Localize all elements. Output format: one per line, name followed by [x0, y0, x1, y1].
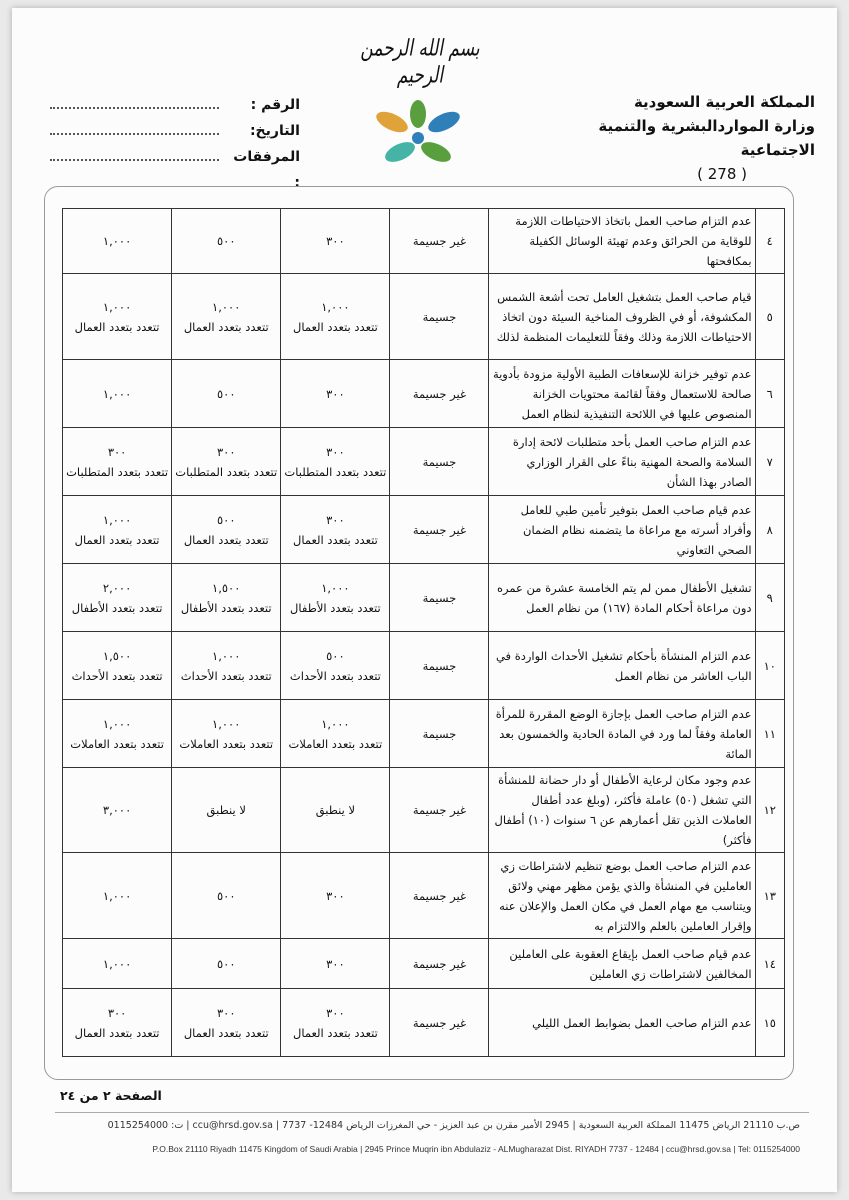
- table-row: [63, 989, 785, 1057]
- penalty-3: [63, 209, 172, 274]
- basmala-calligraphy: بسم الله الرحمن الرحيم: [360, 35, 480, 89]
- ref-label: الرقم :: [250, 97, 300, 113]
- penalty-amount: ١,٥٠٠: [102, 648, 132, 663]
- penalty-3: [63, 428, 172, 496]
- penalty-1: [281, 939, 390, 989]
- row-number: ١١: [755, 700, 784, 768]
- penalty-note: تتعدد بتعدد العمال: [183, 1025, 269, 1040]
- row-number: ١٥: [755, 989, 784, 1057]
- penalty-1: [281, 274, 390, 360]
- page-number: الصفحة ٢ من ٢٤: [60, 1088, 162, 1103]
- violation-description: عدم توفير خزانة للإسعافات الطبية الأولية مزودة بأدوية صالحة للاستعمال وفقاً لقائمة محتويات الخزانة المنصوص عليها في اللائحة التنفيذية لنظام العمل: [489, 360, 755, 428]
- penalty-2: [172, 700, 281, 768]
- penalty-amount: ١,٠٠٠: [102, 386, 132, 401]
- penalty-note: تتعدد بتعدد المتطلبات: [66, 464, 169, 479]
- penalty-note: تتعدد بتعدد العمال: [74, 532, 160, 547]
- penalty-amount: ٥٠٠: [216, 386, 236, 401]
- letterhead-right: [535, 90, 815, 186]
- penalty-note: تتعدد بتعدد العمال: [292, 319, 378, 334]
- penalty-note: تتعدد بتعدد الأحداث: [180, 668, 272, 683]
- row-number: ٩: [755, 564, 784, 632]
- table-row: [63, 496, 785, 564]
- table-row: [63, 274, 785, 360]
- penalty-3: [63, 853, 172, 939]
- penalty-2: [172, 989, 281, 1057]
- penalty-1: [281, 700, 390, 768]
- violation-type: غير جسيمة: [390, 360, 489, 428]
- violation-type: غير جسيمة: [390, 209, 489, 274]
- table-row: [63, 853, 785, 939]
- ministry-name: وزارة المواردالبشرية والتنمية الاجتماعية: [598, 117, 815, 159]
- row-number: ٦: [755, 360, 784, 428]
- date-row: [50, 118, 300, 144]
- penalty-amount: ١,٠٠٠: [102, 299, 132, 314]
- penalty-note: تتعدد بتعدد العمال: [183, 532, 269, 547]
- penalty-amount: ٣٠٠: [107, 444, 127, 459]
- penalty-note: تتعدد بتعدد العاملات: [70, 736, 164, 751]
- penalty-amount: ١,٠٠٠: [212, 299, 241, 314]
- letterhead-left: [50, 92, 300, 196]
- row-number: ١٤: [755, 939, 784, 989]
- penalty-amount: ٣,٠٠٠: [102, 803, 132, 817]
- ministry-logo-icon: [372, 100, 464, 172]
- violation-description: عدم التزام صاحب العمل بإجازة الوضع المقررة للمرأة العاملة وفقاً لما ورد في المادة الحادية والخمسون بعد المائة: [489, 700, 755, 768]
- penalty-amount: ٣٠٠: [326, 234, 345, 248]
- table-row: [63, 564, 785, 632]
- penalty-amount: ٥٠٠: [216, 956, 236, 971]
- penalty-amount: لا ينطبق: [315, 803, 356, 817]
- violation-type: غير جسيمة: [390, 853, 489, 939]
- penalty-note: تتعدد بتعدد المتطلبات: [284, 464, 387, 479]
- penalty-amount: ٣٠٠: [216, 1005, 236, 1020]
- document-number: ( 278 ): [697, 165, 747, 183]
- penalty-3: [63, 768, 172, 853]
- violation-description: تشغيل الأطفال ممن لم يتم الخامسة عشرة من عمره دون مراعاة أحكام المادة (١٦٧) من نظام العمل: [489, 564, 755, 632]
- penalty-3: [63, 564, 172, 632]
- penalty-note: تتعدد بتعدد العمال: [183, 319, 269, 334]
- penalty-note: تتعدد بتعدد العمال: [292, 532, 378, 547]
- violation-type: جسيمة: [390, 700, 489, 768]
- violation-description: عدم التزام صاحب العمل بضوابط العمل الليلي: [489, 989, 755, 1057]
- penalty-2: [172, 428, 281, 496]
- violations-table-body: [63, 209, 785, 1057]
- violation-type: غير جسيمة: [390, 768, 489, 853]
- violation-description: عدم التزام صاحب العمل باتخاذ الاحتياطات اللازمة للوقاية من الحرائق وعدم تهيئة الوسائل الكفيلة بمكافحتها: [489, 209, 755, 274]
- violation-type: جسيمة: [390, 632, 489, 700]
- penalty-amount: ٣٠٠: [216, 444, 236, 459]
- penalty-amount: ٢,٠٠٠: [102, 580, 132, 595]
- violation-type: غير جسيمة: [390, 496, 489, 564]
- penalty-1: [281, 496, 390, 564]
- violation-description: عدم التزام صاحب العمل بوضع تنظيم لاشتراطات زي العاملين في المنشأة والذي يؤمن مظهر مهني ولائق ويتناسب مع مهام العمل في مكان العمل والإعلان عنه وإقرار العاملين بالعلم والالتزام به: [489, 853, 755, 939]
- penalty-1: [281, 360, 390, 428]
- penalty-3: [63, 496, 172, 564]
- table-row: [63, 939, 785, 989]
- penalty-amount: ١,٠٠٠: [102, 888, 132, 903]
- penalty-3: [63, 700, 172, 768]
- date-label: التاريخ:: [249, 123, 300, 139]
- penalty-note: تتعدد بتعدد الأحداث: [289, 668, 381, 683]
- penalty-amount: ٣٠٠: [326, 386, 345, 401]
- penalty-2: [172, 360, 281, 428]
- table-row: [63, 360, 785, 428]
- penalty-note: تتعدد بتعدد الأطفال: [290, 600, 381, 615]
- table-row: [63, 209, 785, 274]
- penalty-2: [172, 768, 281, 853]
- penalty-note: تتعدد بتعدد الأطفال: [71, 600, 163, 615]
- violation-description: عدم التزام صاحب العمل بأحد متطلبات لائحة إدارة السلامة والصحة المهنية بناءً على القرار الوزاري الصادر بهذا الشأن: [489, 428, 755, 496]
- penalty-2: [172, 632, 281, 700]
- penalty-amount: ١,٠٠٠: [212, 648, 241, 663]
- penalty-1: [281, 768, 390, 853]
- row-number: ١٠: [755, 632, 784, 700]
- penalty-amount: ١,٠٠٠: [102, 234, 132, 248]
- penalty-1: [281, 209, 390, 274]
- penalty-2: [172, 209, 281, 274]
- footer-address-en: P.O.Box 21110 Riyadh 11475 Kingdom of Saudi Arabia | 2945 Prince Muqrin ibn Abdulaziz - ALMugharazat Dist. RIYADH 7737 - 12484 | ccu@hrsd.gov.sa | Tel: 0115254000: [152, 1144, 800, 1154]
- penalty-amount: ٣٠٠: [326, 956, 345, 971]
- penalty-3: [63, 274, 172, 360]
- penalty-amount: ١,٠٠٠: [212, 716, 241, 731]
- table-row: [63, 768, 785, 853]
- table-row: [63, 632, 785, 700]
- table-row: [63, 428, 785, 496]
- penalty-1: [281, 564, 390, 632]
- penalty-2: [172, 939, 281, 989]
- penalty-1: [281, 989, 390, 1057]
- penalty-note: تتعدد بتعدد العاملات: [179, 736, 274, 751]
- violation-type: غير جسيمة: [390, 989, 489, 1057]
- penalty-amount: ٣٠٠: [326, 512, 345, 527]
- footer-address-ar: ص.ب 21110 الرياض 11475 المملكة العربية السعودية | 2945 الأمير مقرن بن عبد العزيز - حي المغرزات الرياض 12484- 7737 | ccu@hrsd.gov.sa | ت: 0115254000: [107, 1120, 800, 1131]
- row-number: ٤: [755, 209, 784, 274]
- ref-row: [50, 92, 300, 118]
- penalty-1: [281, 632, 390, 700]
- kingdom-name: المملكة العربية السعودية: [633, 93, 815, 111]
- penalty-note: تتعدد بتعدد الأحداث: [71, 668, 163, 683]
- violation-description: قيام صاحب العمل بتشغيل العامل تحت أشعة الشمس المكشوفة، أو في الظروف المناخية السيئة دون اتخاذ الاحتياطات اللازمة وذلك وفقاً للتعليمات المنظمة لذلك: [489, 274, 755, 360]
- penalty-2: [172, 564, 281, 632]
- violation-description: عدم قيام صاحب العمل بتوفير تأمين طبي للعامل وأفراد أسرته مع مراعاة ما يتضمنه نظام الضمان الصحي التعاوني: [489, 496, 755, 564]
- attachments-label: المرفقات :: [233, 149, 300, 191]
- penalty-amount: ١,٠٠٠: [321, 716, 350, 731]
- penalty-note: تتعدد بتعدد الأطفال: [180, 600, 272, 615]
- penalty-amount: ١,٥٠٠: [212, 580, 241, 595]
- penalty-2: [172, 274, 281, 360]
- penalty-amount: ٥٠٠: [216, 888, 236, 903]
- violation-type: جسيمة: [390, 274, 489, 360]
- penalty-2: [172, 496, 281, 564]
- row-number: ٥: [755, 274, 784, 360]
- violation-description: عدم وجود مكان لرعاية الأطفال أو دار حضانة للمنشأة التي تشغل (٥٠) عاملة فأكثر، (وبلغ عدد أطفال العاملات الذين تقل أعمارهم عن ٦ سنوات (١٠) أطفال فأكثر): [489, 768, 755, 853]
- penalty-amount: لا ينطبق: [206, 803, 246, 817]
- violation-type: جسيمة: [390, 564, 489, 632]
- table-row: [63, 700, 785, 768]
- penalty-3: [63, 632, 172, 700]
- penalty-amount: ١,٠٠٠: [321, 299, 350, 314]
- violations-table: [62, 208, 785, 1057]
- penalty-2: [172, 853, 281, 939]
- penalty-3: [63, 989, 172, 1057]
- penalty-amount: ٣٠٠: [326, 888, 345, 903]
- penalty-amount: ٥٠٠: [216, 234, 236, 248]
- penalty-amount: ١,٠٠٠: [102, 956, 132, 971]
- violation-description: عدم قيام صاحب العمل بإيقاع العقوبة على العاملين المخالفين لاشتراطات زي العاملين: [489, 939, 755, 989]
- penalty-amount: ٣٠٠: [107, 1005, 127, 1020]
- penalty-amount: ٥٠٠: [216, 512, 236, 527]
- ref-dotted-line: [50, 95, 219, 109]
- penalty-amount: ١,٠٠٠: [102, 512, 132, 527]
- penalty-amount: ١,٠٠٠: [102, 716, 132, 731]
- violation-type: جسيمة: [390, 428, 489, 496]
- penalty-1: [281, 853, 390, 939]
- footer-divider: [55, 1112, 809, 1113]
- violation-description: عدم التزام المنشأة بأحكام تشغيل الأحداث الواردة في الباب العاشر من نظام العمل: [489, 632, 755, 700]
- penalty-amount: ٥٠٠: [326, 648, 345, 663]
- penalty-amount: ٣٠٠: [326, 444, 345, 459]
- date-dotted-line: [50, 121, 219, 135]
- penalty-note: تتعدد بتعدد المتطلبات: [175, 464, 278, 479]
- penalty-note: تتعدد بتعدد العمال: [74, 319, 160, 334]
- penalty-3: [63, 360, 172, 428]
- penalty-3: [63, 939, 172, 989]
- penalty-amount: ٣٠٠: [326, 1005, 345, 1020]
- penalty-note: تتعدد بتعدد العمال: [74, 1025, 160, 1040]
- row-number: ٧: [755, 428, 784, 496]
- penalty-note: تتعدد بتعدد العاملات: [288, 736, 383, 751]
- penalty-1: [281, 428, 390, 496]
- penalty-note: تتعدد بتعدد العمال: [292, 1025, 378, 1040]
- violation-type: غير جسيمة: [390, 939, 489, 989]
- row-number: ٨: [755, 496, 784, 564]
- attachments-dotted-line: [50, 147, 219, 161]
- row-number: ١٢: [755, 768, 784, 853]
- penalty-amount: ١,٠٠٠: [321, 580, 350, 595]
- row-number: ١٣: [755, 853, 784, 939]
